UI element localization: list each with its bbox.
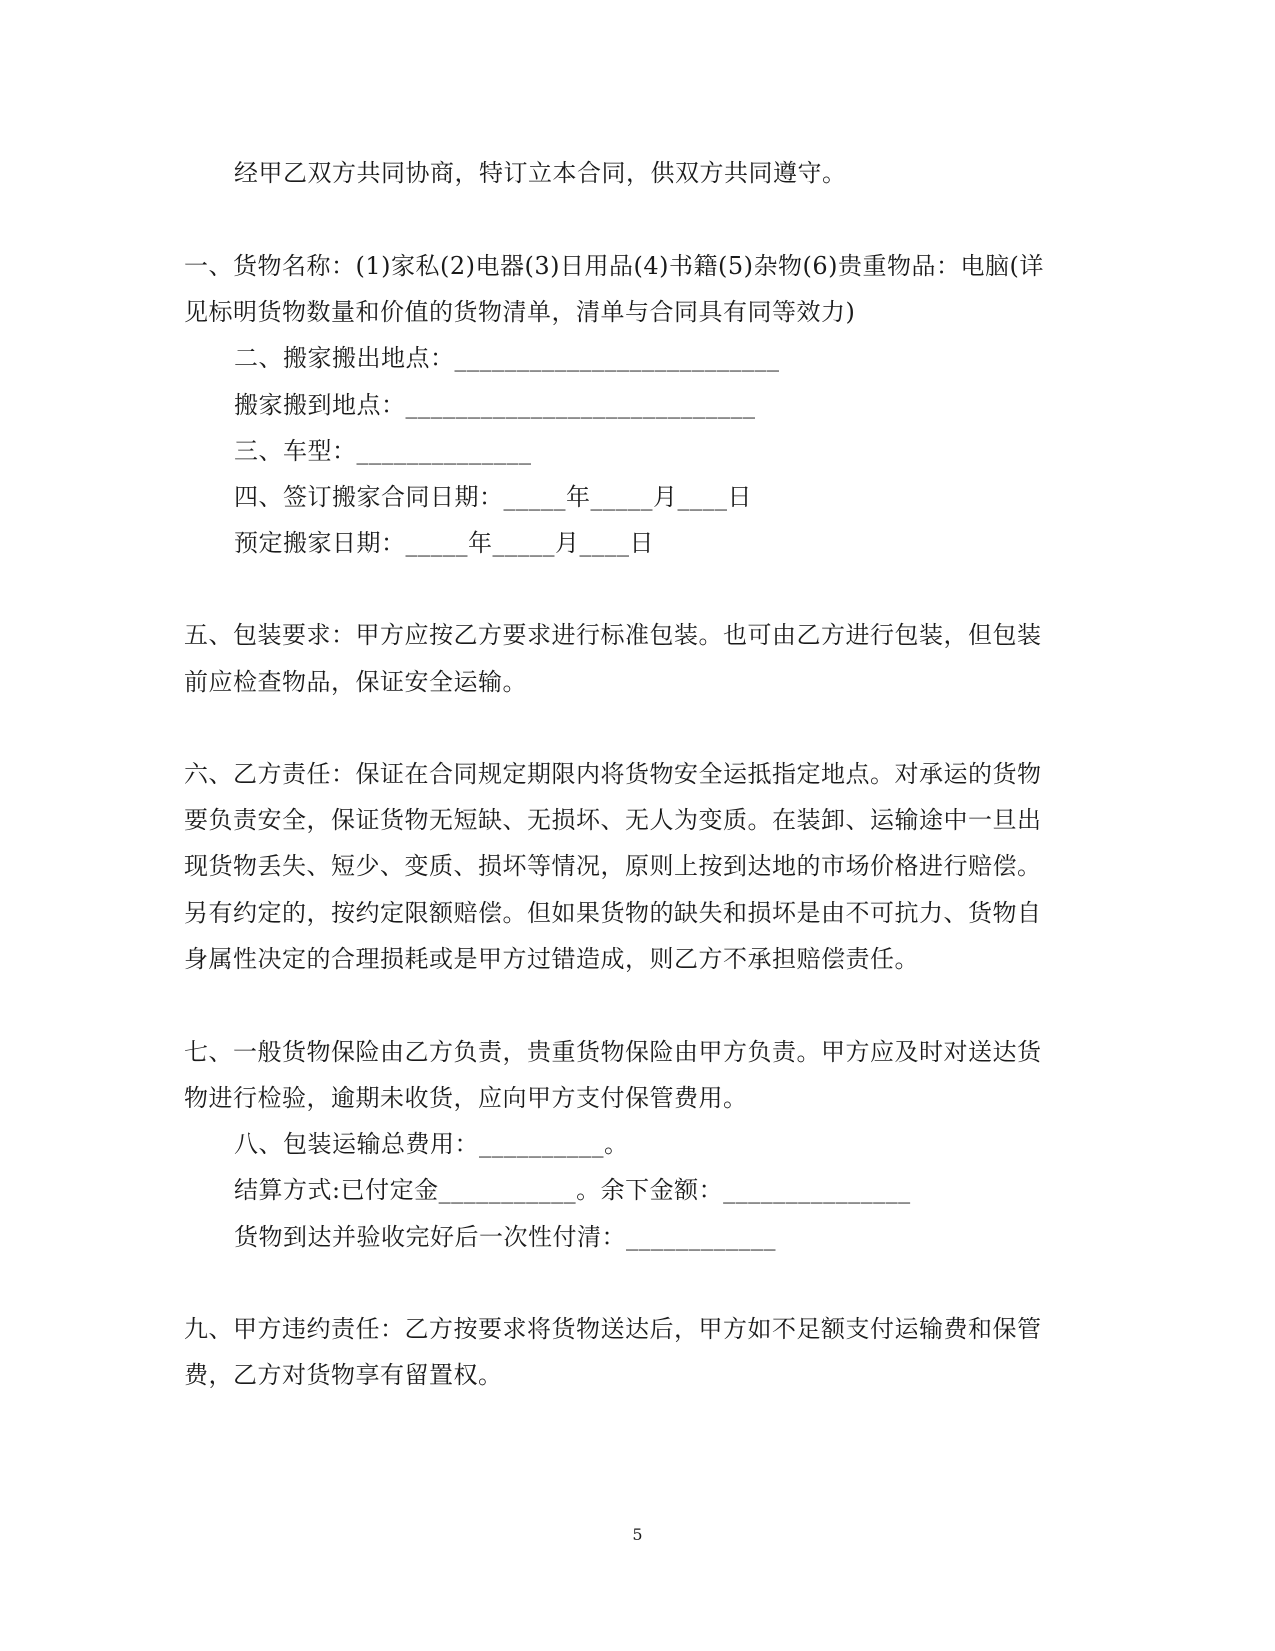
clause-7-line-2: 物进行检验，逾期未收货，应向甲方支付保管费用。 <box>184 1084 748 1112</box>
clause-2-move-in-location: 搬家搬到地点：____________________________ <box>234 391 756 419</box>
clause-2-move-out-location: 二、搬家搬出地点：__________________________ <box>234 344 780 372</box>
clause-1-line-2: 见标明货物数量和价值的货物清单，清单与合同具有同等效力) <box>184 298 856 326</box>
clause-9-line-1: 九、甲方违约责任：乙方按要求将货物送达后，甲方如不足额支付运输费和保管 <box>184 1315 1042 1343</box>
clause-4-move-date: 预定搬家日期：_____年_____月____日 <box>234 529 654 557</box>
page-number: 5 <box>632 1525 643 1544</box>
clause-5-line-1: 五、包装要求：甲方应按乙方要求进行标准包装。也可由乙方进行包装，但包装 <box>184 621 1042 649</box>
clause-8-final-payment: 货物到达并验收完好后一次性付清：____________ <box>234 1223 776 1251</box>
intro-line: 经甲乙双方共同协商，特订立本合同，供双方共同遵守。 <box>234 159 847 187</box>
clause-5-line-2: 前应检查物品，保证安全运输。 <box>184 668 527 696</box>
clause-8-settlement: 结算方式:已付定金___________。余下金额：_______________ <box>234 1176 911 1204</box>
clause-1-line-1: 一、货物名称：(1)家私(2)电器(3)日用品(4)书籍(5)杂物(6)贵重物品：电脑(详 <box>184 252 1044 280</box>
clause-8-total-fee: 八、包装运输总费用：__________。 <box>234 1130 629 1158</box>
clause-6-line-1: 六、乙方责任：保证在合同规定期限内将货物安全运抵指定地点。对承运的货物 <box>184 760 1042 788</box>
clause-6-line-5: 身属性决定的合理损耗或是甲方过错造成，则乙方不承担赔偿责任。 <box>184 945 919 973</box>
clause-6-line-2: 要负责安全，保证货物无短缺、无损坏、无人为变质。在装卸、运输途中一旦出 <box>184 806 1042 834</box>
clause-3-vehicle-type: 三、车型：______________ <box>234 437 532 465</box>
clause-6-line-3: 现货物丢失、短少、变质、损坏等情况，原则上按到达地的市场价格进行赔偿。 <box>184 852 1042 880</box>
clause-9-line-2: 费，乙方对货物享有留置权。 <box>184 1361 503 1389</box>
clause-7-line-1: 七、一般货物保险由乙方负责，贵重货物保险由甲方负责。甲方应及时对送达货 <box>184 1038 1042 1066</box>
clause-4-sign-date: 四、签订搬家合同日期：_____年_____月____日 <box>234 483 752 511</box>
clause-6-line-4: 另有约定的，按约定限额赔偿。但如果货物的缺失和损坏是由不可抗力、货物自 <box>184 899 1042 927</box>
